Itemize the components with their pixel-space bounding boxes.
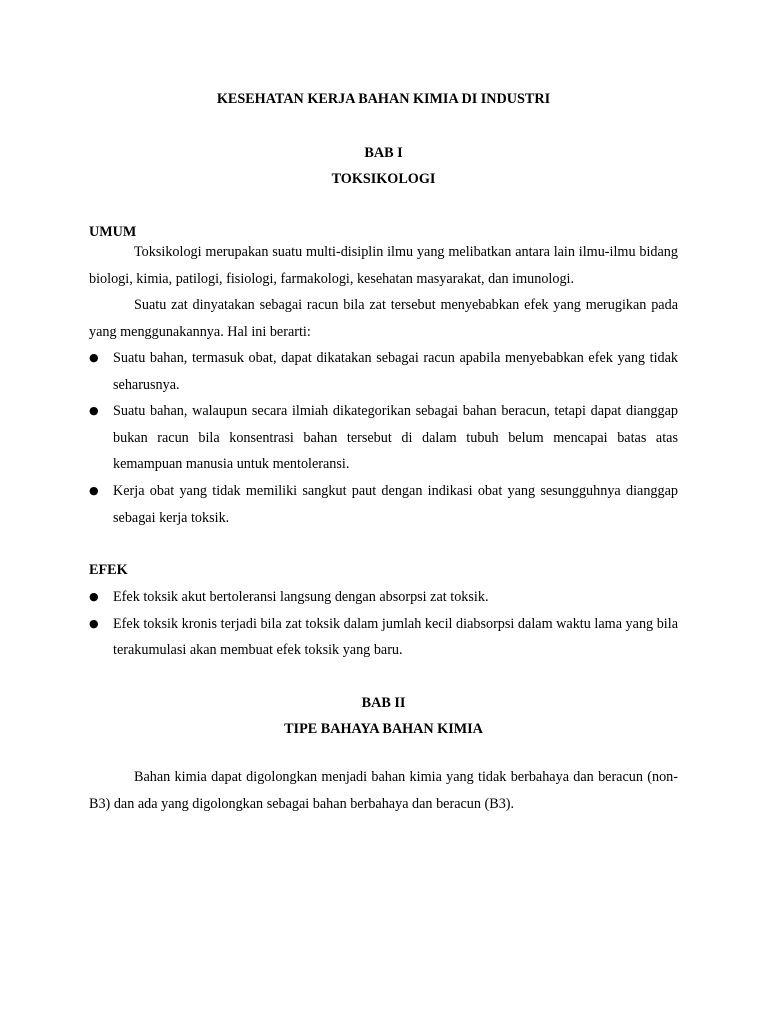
chapter-1-title: TOKSIKOLOGI <box>331 171 436 187</box>
efek-bullet-item <box>89 584 678 611</box>
umum-bullet-item <box>89 345 678 398</box>
efek-bullet-text: Efek toksik akut bertoleransi langsung dengan absorpsi zat toksik. <box>113 589 489 605</box>
umum-bullet-text: Suatu bahan, walaupun secara ilmiah dikategorikan sebagai bahan beracun, tetapi dapat dianggap bukan racun bila konsentrasi bahan tersebut di dalam tubuh belum mencapai batas atas kemampuan manusia untuk mentoleransi. <box>113 403 678 473</box>
efek-bullet-text: Efek toksik kronis terjadi bila zat toksik dalam jumlah kecil diabsorpsi dalam waktu lama yang bila terakumulasi akan membuat efek toksik yang baru. <box>113 615 678 659</box>
umum-paragraph-1: Toksikologi merupakan suatu multi-disiplin ilmu yang melibatkan antara lain ilmu-ilmu bidang biologi, kimia, patilogi, fisiologi, farmakologi, kesehatan masyarakat, dan imunologi. <box>89 244 678 287</box>
bullet-icon: ● <box>89 616 99 630</box>
chapter-2-label: BAB II <box>361 695 406 711</box>
efek-bullet-item <box>89 611 678 664</box>
section-umum-heading: UMUM <box>89 224 137 240</box>
bullet-icon: ● <box>89 404 99 418</box>
section-efek-heading: EFEK <box>89 562 128 578</box>
bullet-icon: ● <box>89 483 99 497</box>
umum-bullet-text: Suatu bahan, termasuk obat, dapat dikatakan sebagai racun apabila menyebabkan efek yang tidak seharusnya. <box>113 350 678 393</box>
bullet-icon: ● <box>89 590 99 603</box>
umum-bullet-text: Kerja obat yang tidak memiliki sangkut paut dengan indikasi obat yang sesungguhnya dianggap sebagai kerja toksik. <box>113 482 678 526</box>
document-page <box>89 0 678 1024</box>
bullet-icon: ● <box>89 351 99 364</box>
chapter-2-title: TIPE BAHAYA BAHAN KIMIA <box>284 721 483 737</box>
chapter-2-paragraph-1: Bahan kimia dapat digolongkan menjadi bahan kimia yang tidak berbahaya dan beracun (non-B3) dan ada yang digolongkan sebagai bahan berbahaya dan beracun (B3). <box>89 769 678 812</box>
umum-bullet-item <box>89 478 678 531</box>
umum-bullet-list <box>89 345 678 531</box>
umum-bullet-item <box>89 398 678 478</box>
document-title: KESEHATAN KERJA BAHAN KIMIA DI INDUSTRI <box>216 91 551 107</box>
umum-paragraph-2: Suatu zat dinyatakan sebagai racun bila zat tersebut menyebabkan efek yang merugikan pada yang menggunakannya. Hal ini berarti: <box>89 297 678 340</box>
efek-bullet-list <box>89 584 678 664</box>
chapter-1-label: BAB I <box>364 145 403 161</box>
